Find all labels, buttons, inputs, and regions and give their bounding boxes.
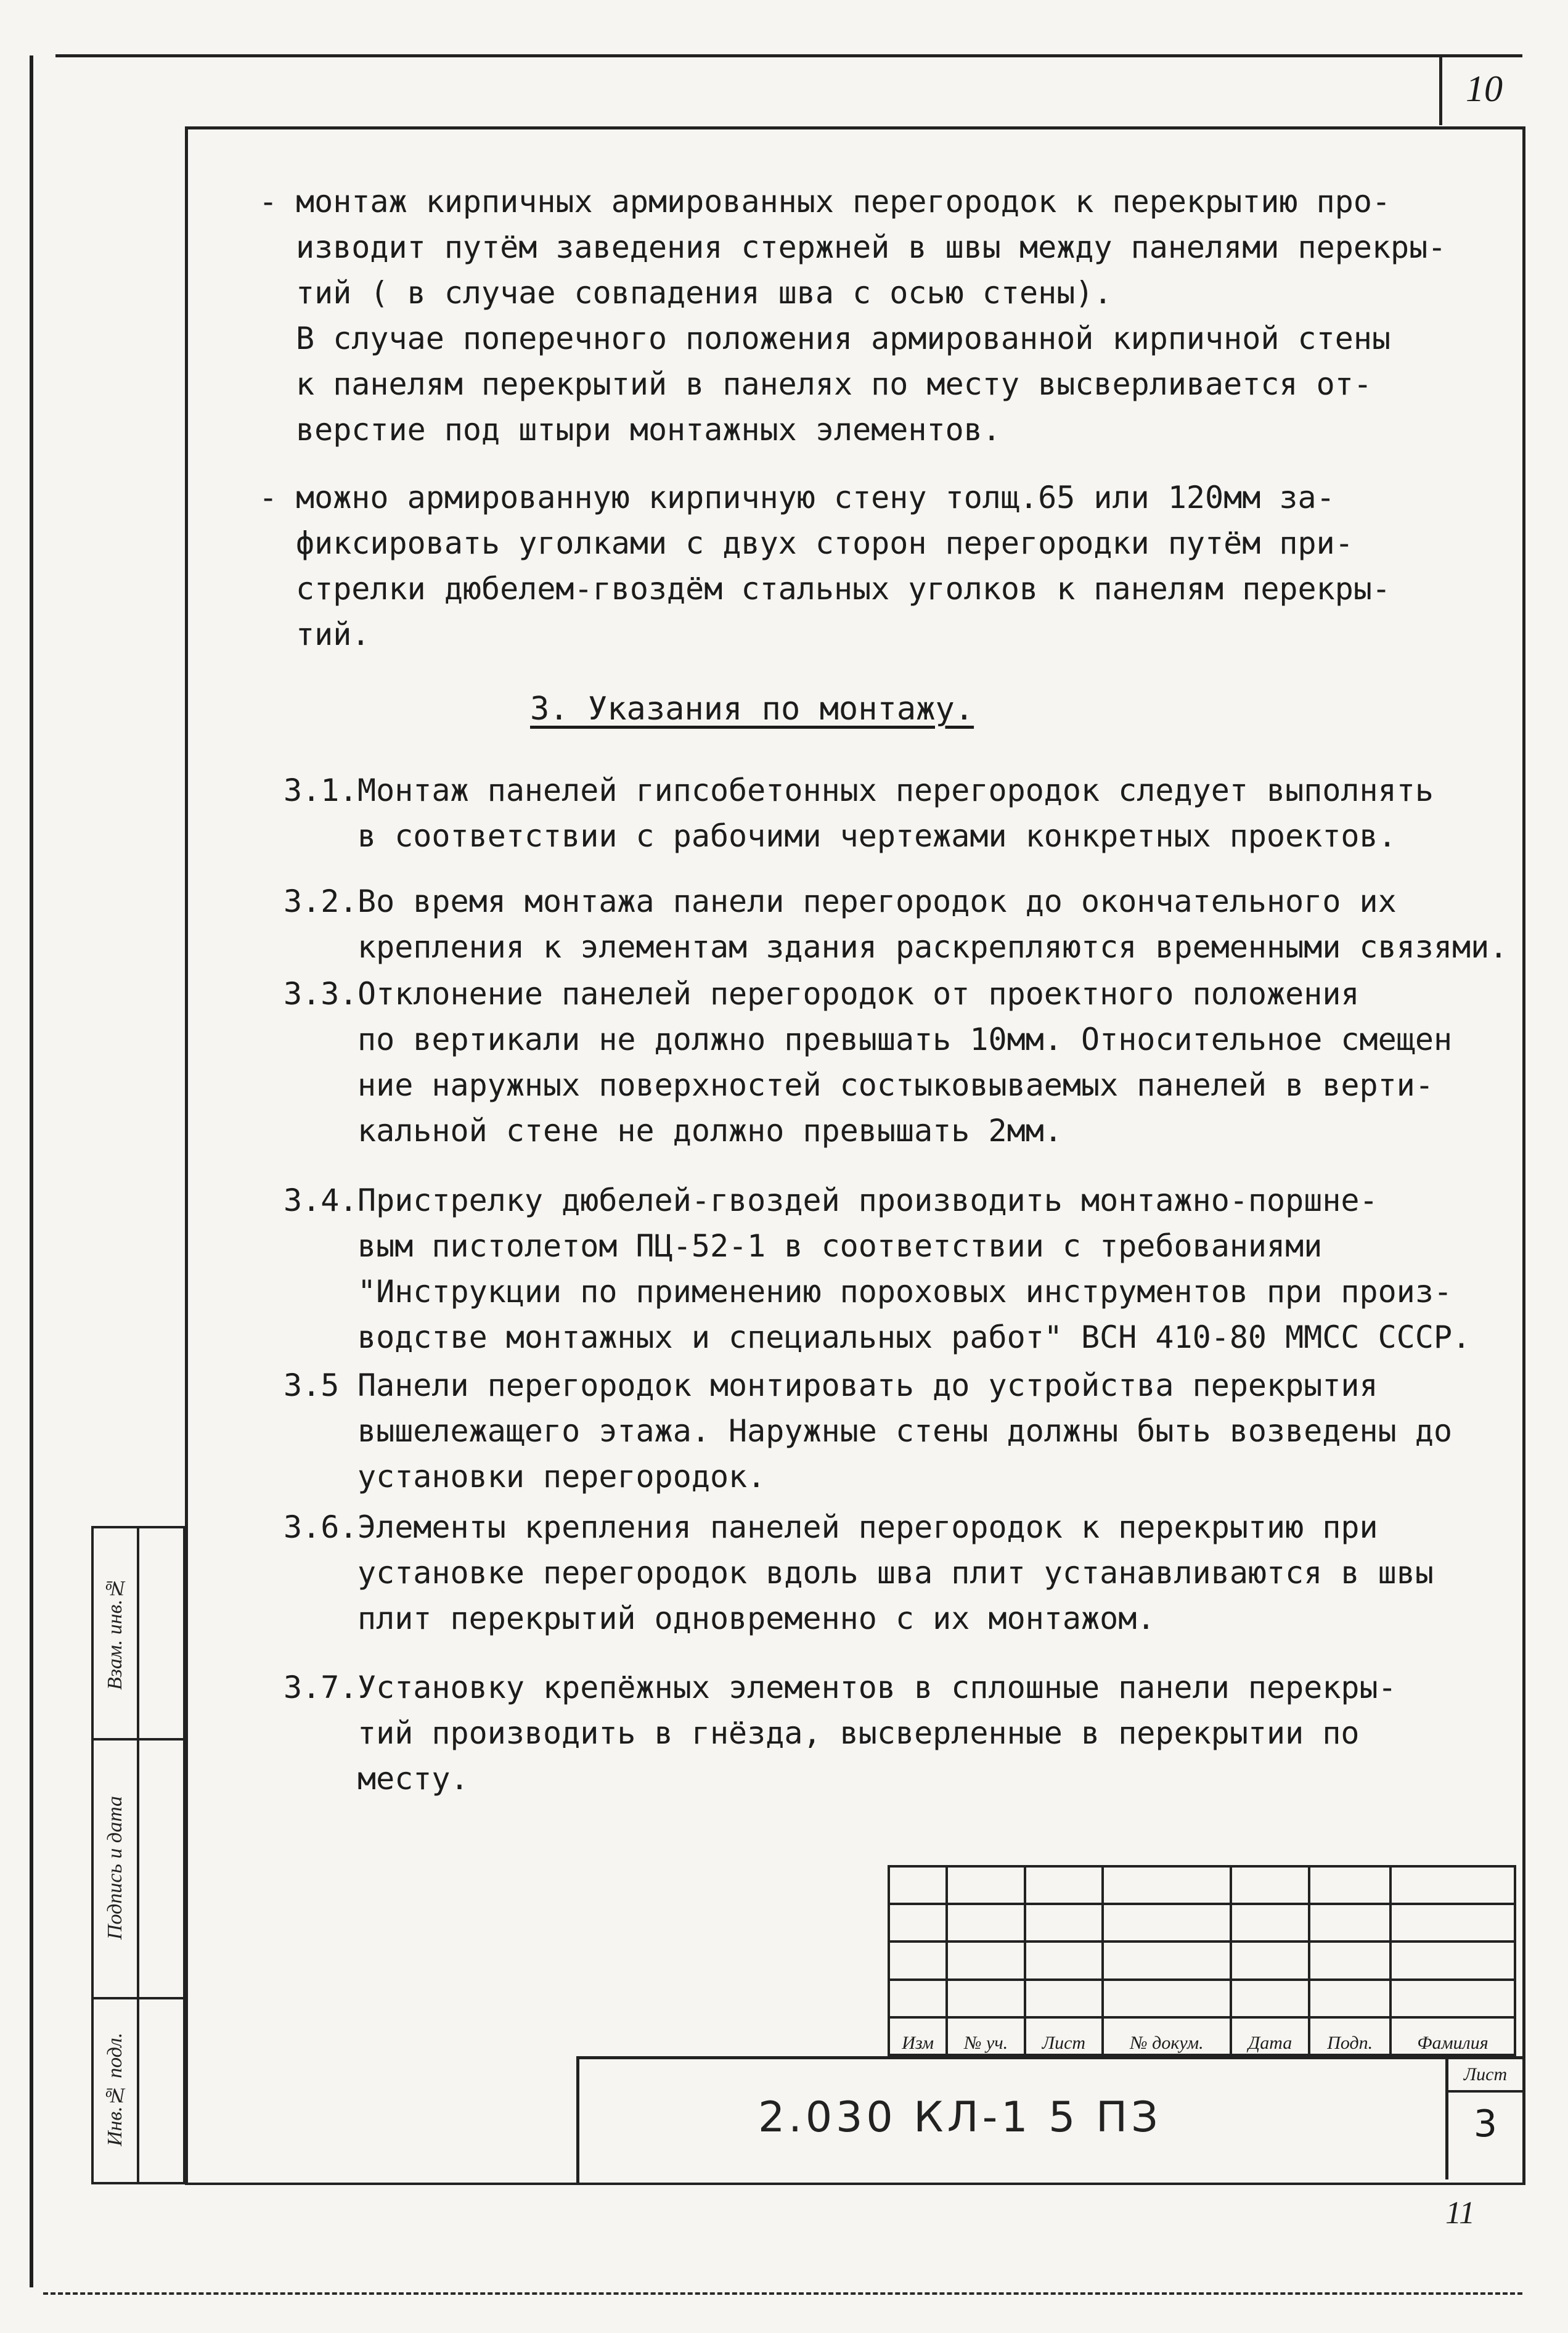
header-izm: Изм [889, 2017, 947, 2055]
top-frame-line [55, 54, 1522, 57]
text-line: вым пистолетом ПЦ-52-1 в соответствии с требованиями [357, 1228, 1323, 1264]
revision-table [888, 1865, 1516, 2056]
section-heading: 3. Указания по монтажу. [530, 691, 974, 728]
text-line: в соответствии с рабочими чертежами конкретных проектов. [357, 818, 1397, 854]
header-data: Дата [1231, 2017, 1309, 2055]
text-line: монтаж кирпичных армированных перегородок к перекрытию про- [296, 184, 1391, 219]
item-number: 3.1. [284, 773, 358, 808]
text-line: Монтаж панелей гипсобетонных перегородок следует выполнять [357, 773, 1434, 808]
header-podp: Подп. [1309, 2017, 1390, 2055]
item-number: 3.5 [284, 1367, 340, 1403]
text-line: Панели перегородок монтировать до устройства перекрытия [357, 1367, 1378, 1403]
text-line: В случае поперечного положения армированной кирпичной стены [296, 321, 1391, 356]
side-strip-divider [94, 1997, 183, 1999]
item-number: 3.4. [284, 1183, 358, 1218]
document-code: 2.030 КЛ-1 5 ПЗ [758, 2093, 1162, 2142]
text-line: "Инструкции по применению пороховых инструментов при произ- [357, 1274, 1453, 1310]
text-line: фиксировать уголками с двух сторон перегородки путём при- [296, 525, 1354, 561]
text-line: можно армированную кирпичную стену толщ.65 или 120мм за- [296, 480, 1335, 515]
text-line: установке перегородок вдоль шва плит устанавливаются в швы [357, 1555, 1434, 1591]
sheet-label: Лист [1448, 2059, 1522, 2093]
revision-row [889, 1941, 1515, 1979]
page-corner-box [1439, 54, 1522, 125]
list-dash: - [259, 184, 278, 219]
text-line: плит перекрытий одновременно с их монтажом. [357, 1601, 1156, 1636]
text-line: Пристрелку дюбелей-гвоздей производить монтажно-поршне- [357, 1183, 1378, 1218]
text-line: по вертикали не должно превышать 10мм. Относительное смещен [357, 1022, 1453, 1057]
text-line: тий ( в случае совпадения шва с осью стены). [296, 275, 1113, 311]
text-line: Отклонение панелей перегородок от проектного положения [357, 976, 1360, 1012]
text-line: Элементы крепления панелей перегородок к перекрытию при [357, 1509, 1378, 1545]
text-line: ние наружных поверхностей состыковываемых панелей в верти- [357, 1067, 1434, 1103]
intro-paragraph-2 [259, 475, 1485, 657]
revision-row [889, 1980, 1515, 2017]
page-corner-number: 10 [1466, 68, 1503, 109]
title-block [576, 2056, 1522, 2183]
text-line: месту. [357, 1761, 469, 1797]
header-familiya: Фамилия [1390, 2017, 1515, 2055]
side-label-vzam-inv: Взам. инв.№ [104, 1577, 126, 1690]
text-line: Во время монтажа панели перегородок до окончательного их [357, 884, 1397, 919]
header-list: Лист [1025, 2017, 1103, 2055]
revision-row [889, 1866, 1515, 1904]
text-line: установки перегородок. [357, 1459, 766, 1495]
revision-header-row [889, 2017, 1515, 2055]
text-line: тий производить в гнёзда, высверленные в перекрытии по [357, 1715, 1360, 1751]
text-line: водстве монтажных и специальных работ" ВСН 410-80 ММСС СССР. [357, 1319, 1471, 1355]
item-number: 3.7. [284, 1670, 358, 1705]
text-line: изводит путём заведения стержней в швы между панелями перекры- [296, 229, 1447, 265]
side-strip-divider [94, 1738, 183, 1741]
header-n-uch: № уч. [947, 2017, 1025, 2055]
handwritten-page-number: 11 [1445, 2196, 1476, 2231]
text-line: верстие под штыри монтажных элементов. [296, 412, 1001, 448]
text-line: Установку крепёжных элементов в сплошные панели перекры- [357, 1670, 1397, 1705]
revision-row [889, 1904, 1515, 1941]
bottom-border-line [43, 2292, 1522, 2295]
list-dash: - [259, 480, 278, 515]
item-number: 3.3. [284, 976, 358, 1012]
intro-paragraph-1 [259, 179, 1485, 453]
side-label-podpis-data: Подпись и дата [104, 1795, 126, 1940]
side-label-inv-podl: Инв.№ подл. [104, 2032, 126, 2147]
text-line: вышележащего этажа. Наружные стены должны быть возведены до [357, 1413, 1453, 1449]
text-line: стрелки дюбелем-гвоздём стальных уголков к панелям перекры- [296, 571, 1391, 607]
side-stamp-strip [91, 1526, 186, 2184]
text-line: тий. [296, 617, 370, 652]
text-line: к панелям перекрытий в панелях по месту высверливается от- [296, 366, 1372, 402]
text-line: кальной стене не должно превышать 2мм. [357, 1113, 1063, 1149]
item-number: 3.6. [284, 1509, 358, 1545]
sheet-number: 3 [1473, 2102, 1498, 2146]
sheet-box [1445, 2059, 1522, 2179]
item-number: 3.2. [284, 884, 358, 919]
header-n-dokum: № докум. [1103, 2017, 1231, 2055]
text-line: крепления к элементам здания раскрепляются временными связями. [357, 929, 1508, 965]
